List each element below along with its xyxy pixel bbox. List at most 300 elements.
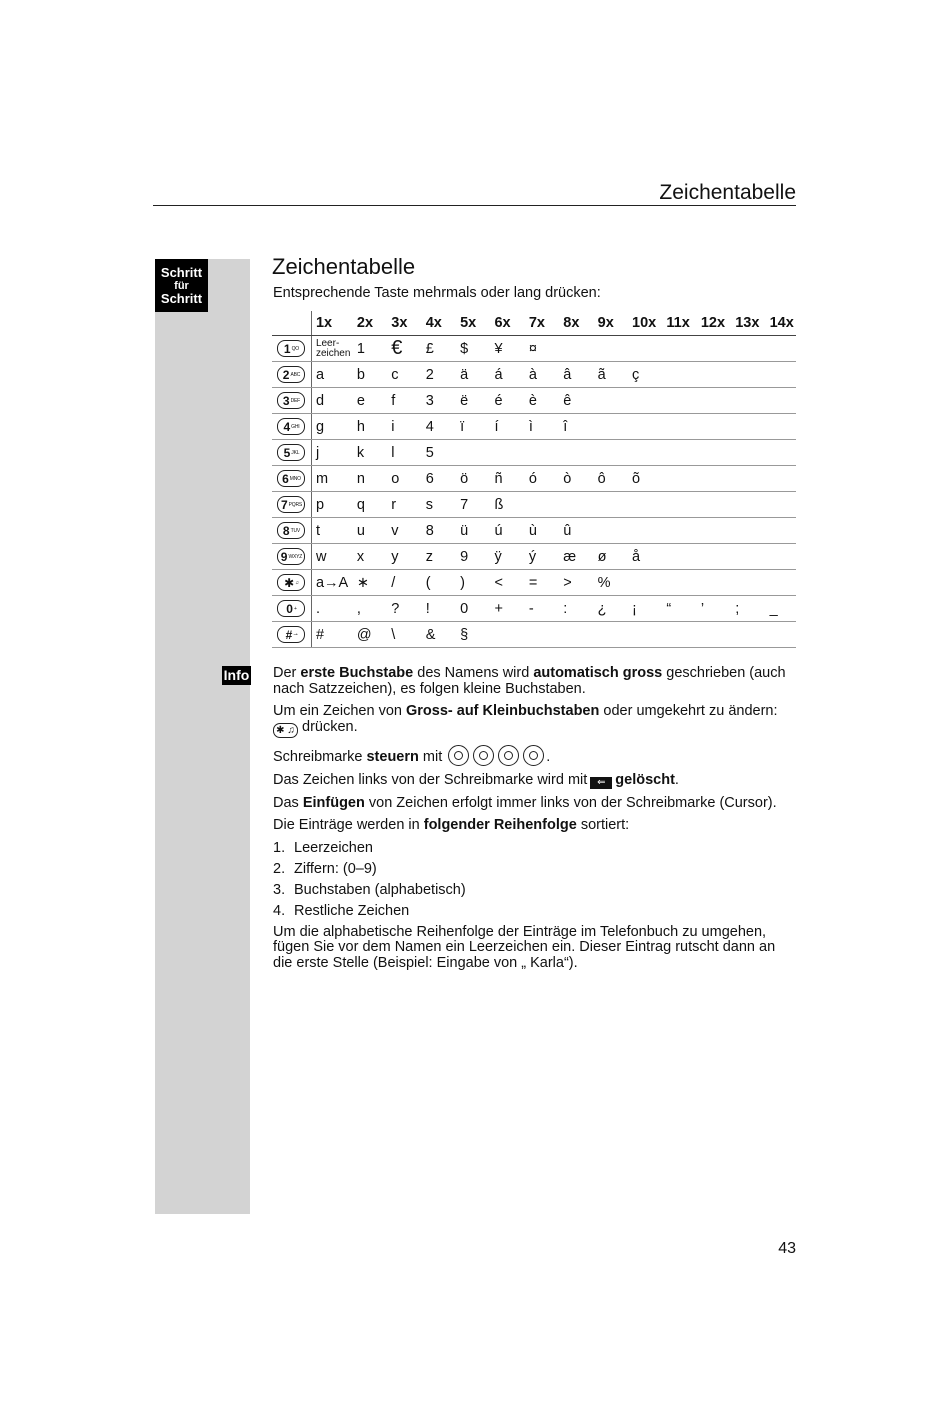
key-cell: [272, 570, 311, 596]
table-cell: ,: [353, 596, 387, 622]
key-cell: [272, 440, 311, 466]
table-cell: [697, 388, 731, 414]
table-cell: $: [456, 336, 490, 362]
key-6-mno-icon: [277, 470, 305, 487]
table-row: [272, 414, 796, 440]
table-cell: [731, 336, 765, 362]
list-item: [273, 904, 796, 919]
table-cell: u: [353, 518, 387, 544]
table-cell: ë: [456, 388, 490, 414]
column-header: 4x: [422, 311, 456, 336]
key-main-label: 3: [282, 393, 290, 408]
text: sortiert:: [576, 817, 630, 833]
table-cell: [628, 622, 662, 648]
key-main-label: 5: [283, 445, 291, 460]
table-cell: +: [490, 596, 524, 622]
table-cell: [662, 362, 696, 388]
table-cell: æ: [559, 544, 593, 570]
table-cell: [697, 362, 731, 388]
list-text: Ziffern: (0–9): [294, 860, 377, 877]
table-cell: [662, 518, 696, 544]
table-cell: [594, 388, 628, 414]
table-cell: [731, 492, 765, 518]
table-cell: [559, 440, 593, 466]
table-cell: [594, 518, 628, 544]
key-sub-label: ABC: [290, 371, 301, 378]
table-cell: j: [311, 440, 352, 466]
table-cell: ∗: [353, 570, 387, 596]
table-cell: [662, 544, 696, 570]
list-item: [273, 841, 796, 856]
delete-key-icon: ⇐: [590, 777, 612, 789]
table-cell: [594, 492, 628, 518]
table-cell: i: [387, 414, 421, 440]
table-cell: 3: [422, 388, 456, 414]
text: oder umgekehrt zu ändern:: [599, 703, 778, 719]
column-header: 6x: [490, 311, 524, 336]
table-cell: [628, 492, 662, 518]
table-cell: ñ: [490, 466, 524, 492]
table-row: [272, 570, 796, 596]
column-header: 14x: [766, 311, 796, 336]
table-cell: £: [422, 336, 456, 362]
key-sub-label: ♫: [295, 579, 299, 586]
sort-order-list: [273, 841, 796, 919]
table-cell: x: [353, 544, 387, 570]
badge-line1: Schritt: [160, 264, 203, 280]
table-cell: [697, 622, 731, 648]
table-cell: [490, 622, 524, 648]
text: .: [546, 748, 551, 765]
text: drücken.: [298, 718, 358, 735]
header-rule: [153, 205, 796, 206]
list-text: Restliche Zeichen: [294, 902, 410, 919]
table-cell: à: [525, 362, 559, 388]
table-cell: [662, 570, 696, 596]
key-cell: [272, 362, 311, 388]
table-cell: o: [387, 466, 421, 492]
table-row: [272, 518, 796, 544]
column-header: 5x: [456, 311, 490, 336]
text: des Namens wird: [413, 665, 534, 681]
column-header: 11x: [662, 311, 696, 336]
table-cell: [731, 518, 765, 544]
key-cell: [272, 414, 311, 440]
key-1-voicemail-icon: [277, 340, 305, 357]
section-title: Zeichentabelle: [272, 254, 416, 279]
table-cell: [628, 570, 662, 596]
table-cell: [766, 622, 796, 648]
key-main-label: 4: [283, 419, 291, 434]
page-number: 43: [778, 1240, 796, 1257]
table-cell: [490, 440, 524, 466]
table-cell: ç: [628, 362, 662, 388]
table-cell: r: [387, 492, 421, 518]
list-text: Leerzeichen: [294, 839, 373, 856]
column-header: 8x: [559, 311, 593, 336]
key-main-label: 7: [280, 497, 288, 512]
key-sub-label: GHI: [291, 423, 300, 430]
sidebar: [155, 259, 250, 1214]
emphasis: Einfügen: [302, 794, 365, 811]
table-cell: %: [594, 570, 628, 596]
list-number: 2.: [273, 860, 286, 877]
key-sub-label: JKL: [291, 449, 300, 456]
table-cell: [628, 440, 662, 466]
table-row: [272, 362, 796, 388]
column-header: 7x: [525, 311, 559, 336]
table-cell: 2: [422, 362, 456, 388]
table-cell: ø: [594, 544, 628, 570]
info-badge: Info: [223, 667, 250, 683]
table-cell: a→A: [311, 570, 352, 596]
table-cell: û: [559, 518, 593, 544]
nav-key-down-icon: [523, 745, 544, 766]
nav-key-right-icon: [473, 745, 494, 766]
table-cell: ä: [456, 362, 490, 388]
list-item: [273, 862, 796, 877]
table-cell: ;: [731, 596, 765, 622]
table-cell: [731, 440, 765, 466]
key-sub-label: TUV: [290, 527, 301, 534]
key-4-ghi-icon: [277, 418, 305, 435]
key-main-label: 0: [286, 601, 293, 616]
key-sub-label: MNO: [289, 475, 301, 482]
table-cell: [525, 622, 559, 648]
table-cell: [628, 388, 662, 414]
text: Das: [273, 794, 303, 811]
table-cell: l: [387, 440, 421, 466]
table-cell: [731, 362, 765, 388]
table-cell: m: [311, 466, 352, 492]
key-sub-label: DEF: [290, 397, 301, 404]
table-cell: [766, 414, 796, 440]
key-0-plus-icon: [277, 600, 305, 617]
table-cell: å: [628, 544, 662, 570]
table-cell: 1: [353, 336, 387, 362]
info-paragraph-1: [273, 666, 796, 697]
table-cell: [697, 440, 731, 466]
key-cell: [272, 388, 311, 414]
key-sub-label: PQRS: [288, 501, 302, 508]
table-cell: [594, 622, 628, 648]
table-cell: !: [422, 596, 456, 622]
table-cell: [731, 414, 765, 440]
table-cell: ò: [559, 466, 593, 492]
table-cell: [766, 570, 796, 596]
key-hash-icon: [277, 626, 305, 643]
table-cell: [662, 492, 696, 518]
key-main-label: #: [285, 627, 293, 642]
table-cell: ù: [525, 518, 559, 544]
table-cell: [766, 388, 796, 414]
table-cell: [697, 570, 731, 596]
running-title: Zeichentabelle: [659, 181, 796, 204]
table-row: [272, 596, 796, 622]
table-cell: [766, 466, 796, 492]
info-paragraph-6: [273, 818, 796, 834]
table-cell: e: [353, 388, 387, 414]
table-cell: “: [662, 596, 696, 622]
table-cell: <: [490, 570, 524, 596]
column-header: 2x: [353, 311, 387, 336]
table-cell: [731, 622, 765, 648]
table-cell: í: [490, 414, 524, 440]
star-key-icon: ✱ ♫: [273, 723, 298, 738]
key-cell: [272, 544, 311, 570]
table-cell: v: [387, 518, 421, 544]
table-cell: s: [422, 492, 456, 518]
table-cell: [697, 544, 731, 570]
text: Das Zeichen links von der Schreibmarke wird mit: [273, 771, 588, 788]
table-cell: h: [353, 414, 387, 440]
table-cell: [697, 414, 731, 440]
table-cell: @: [353, 622, 387, 648]
table-row: [272, 440, 796, 466]
key-cell: [272, 466, 311, 492]
table-cell: ¥: [490, 336, 524, 362]
text: von Zeichen erfolgt immer links von der Schreibmarke (Cursor).: [364, 794, 777, 811]
table-cell: &: [422, 622, 456, 648]
key-5-jkl-icon: [277, 444, 305, 461]
text: Schreibmarke: [273, 748, 367, 765]
table-cell: €: [387, 336, 421, 362]
info-section: [273, 666, 796, 978]
table-cell: Leer- zeichen: [311, 336, 352, 362]
text: Um ein Zeichen von: [273, 703, 406, 719]
table-cell: 6: [422, 466, 456, 492]
table-cell: [662, 622, 696, 648]
nav-key-up-icon: [498, 745, 519, 766]
key-9-wxyz-icon: [277, 548, 305, 565]
table-cell: î: [559, 414, 593, 440]
key-sub-label: WXYZ: [288, 553, 303, 560]
table-cell: [731, 570, 765, 596]
schritt-fuer-schritt-badge: [155, 259, 208, 312]
table-cell: [525, 492, 559, 518]
table-cell: w: [311, 544, 352, 570]
info-paragraph-7: Um die alphabetische Reihenfolge der Einträge im Telefonbuch zu umgehen, fügen Sie vor dem Namen ein Leerzeichen ein. Dieser Eintrag rutscht dann an die erste Stelle (Beispiel: Eingabe von „ Karla“).: [273, 923, 776, 971]
table-cell: [731, 544, 765, 570]
table-cell: [766, 440, 796, 466]
table-cell: b: [353, 362, 387, 388]
table-cell: é: [490, 388, 524, 414]
emphasis: folgender Reihenfolge: [423, 817, 577, 833]
table-cell: è: [525, 388, 559, 414]
column-header: 1x: [311, 311, 352, 336]
table-cell: ô: [594, 466, 628, 492]
emphasis: automatisch gross: [533, 665, 663, 681]
table-cell: g: [311, 414, 352, 440]
table-cell: [697, 518, 731, 544]
table-cell: [559, 336, 593, 362]
table-cell: [525, 440, 559, 466]
table-cell: _: [766, 596, 796, 622]
table-cell: 8: [422, 518, 456, 544]
table-cell: [628, 518, 662, 544]
table-cell: ü: [456, 518, 490, 544]
column-header: 13x: [731, 311, 765, 336]
table-cell: d: [311, 388, 352, 414]
table-cell: [662, 336, 696, 362]
emphasis: gelöscht: [615, 771, 675, 788]
column-header: 9x: [594, 311, 628, 336]
table-cell: k: [353, 440, 387, 466]
key-main-label: 6: [282, 471, 289, 486]
table-cell: ó: [525, 466, 559, 492]
text: .: [674, 771, 679, 788]
badge-line3: Schritt: [160, 290, 203, 306]
table-cell: ö: [456, 466, 490, 492]
badge-line2: für: [174, 279, 189, 292]
table-cell: =: [525, 570, 559, 596]
key-cell: [272, 518, 311, 544]
list-number: 3.: [273, 881, 286, 898]
key-7-pqrs-icon: [277, 496, 305, 513]
key-main-label: 2: [282, 367, 290, 382]
nav-key-left-icon: [448, 745, 469, 766]
table-cell: y: [387, 544, 421, 570]
table-cell: ï: [456, 414, 490, 440]
emphasis: Gross- auf Kleinbuchstaben: [405, 703, 600, 719]
key-sub-label: ⊸: [293, 631, 298, 638]
table-cell: -: [525, 596, 559, 622]
info-paragraph-2: [273, 704, 796, 738]
table-cell: [662, 466, 696, 492]
table-cell: §: [456, 622, 490, 648]
table-cell: ¡: [628, 596, 662, 622]
table-cell: f: [387, 388, 421, 414]
key-main-label: 1: [283, 341, 291, 356]
table-cell: t: [311, 518, 352, 544]
table-row: [272, 466, 796, 492]
table-cell: [456, 440, 490, 466]
table-row: [272, 544, 796, 570]
table-row: [272, 388, 796, 414]
table-cell: [766, 336, 796, 362]
key-star-icon: [277, 574, 305, 591]
table-cell: ): [456, 570, 490, 596]
table-cell: [766, 362, 796, 388]
table-cell: [697, 466, 731, 492]
table-cell: 0: [456, 596, 490, 622]
table-cell: ?: [387, 596, 421, 622]
info-paragraph-4: [273, 773, 796, 789]
table-cell: z: [422, 544, 456, 570]
table-cell: /: [387, 570, 421, 596]
table-cell: [594, 440, 628, 466]
text: geschrieben (auch nach Satzzeichen), es folgen kleine Buchstaben.: [273, 665, 786, 697]
table-cell: [662, 414, 696, 440]
key-cell: [272, 622, 311, 648]
table-cell: [766, 518, 796, 544]
key-cell: [272, 336, 311, 362]
table-cell: ß: [490, 492, 524, 518]
table-row: [272, 622, 796, 648]
table-cell: a: [311, 362, 352, 388]
key-cell: [272, 492, 311, 518]
table-cell: [697, 492, 731, 518]
table-cell: ’: [697, 596, 731, 622]
list-number: 1.: [273, 839, 286, 856]
key-cell: [272, 596, 311, 622]
table-cell: õ: [628, 466, 662, 492]
key-sub-label: +: [293, 605, 297, 612]
table-cell: [628, 336, 662, 362]
table-cell: [662, 440, 696, 466]
table-cell: .: [311, 596, 352, 622]
table-cell: ¤: [525, 336, 559, 362]
table-cell: ¿: [594, 596, 628, 622]
table-cell: q: [353, 492, 387, 518]
table-cell: 9: [456, 544, 490, 570]
list-item: [273, 883, 796, 898]
section-subtitle: Entsprechende Taste mehrmals oder lang drücken:: [273, 285, 601, 301]
table-cell: [766, 544, 796, 570]
header-key-cell: [272, 311, 311, 336]
key-3-def-icon: [277, 392, 305, 409]
key-main-label: 9: [280, 549, 288, 564]
table-cell: ì: [525, 414, 559, 440]
table-cell: [594, 414, 628, 440]
key-main-label: ✱: [284, 575, 295, 590]
column-header: 12x: [697, 311, 731, 336]
column-header: 3x: [387, 311, 421, 336]
table-row: [272, 492, 796, 518]
column-header: 10x: [628, 311, 662, 336]
table-cell: [628, 414, 662, 440]
table-cell: [594, 336, 628, 362]
list-number: 4.: [273, 902, 286, 919]
table-cell: [559, 622, 593, 648]
table-cell: #: [311, 622, 352, 648]
table-row: [272, 336, 796, 362]
info-paragraph-5: [273, 796, 796, 812]
key-8-tuv-icon: [277, 522, 305, 539]
table-cell: á: [490, 362, 524, 388]
table-cell: >: [559, 570, 593, 596]
table-cell: n: [353, 466, 387, 492]
table-cell: [731, 388, 765, 414]
table-cell: [697, 336, 731, 362]
table-cell: [731, 466, 765, 492]
text: mit: [418, 748, 443, 765]
table-cell: [766, 492, 796, 518]
table-cell: ÿ: [490, 544, 524, 570]
table-cell: ú: [490, 518, 524, 544]
character-table: [272, 311, 796, 648]
table-cell: 5: [422, 440, 456, 466]
table-cell: ê: [559, 388, 593, 414]
text: Der: [273, 665, 301, 681]
emphasis: erste Buchstabe: [300, 665, 414, 681]
table-cell: â: [559, 362, 593, 388]
table-cell: (: [422, 570, 456, 596]
list-text: Buchstaben (alphabetisch): [294, 881, 466, 898]
table-cell: 7: [456, 492, 490, 518]
table-cell: c: [387, 362, 421, 388]
emphasis: steuern: [366, 748, 419, 765]
table-cell: ý: [525, 544, 559, 570]
table-header-row: [272, 311, 796, 336]
table-cell: 4: [422, 414, 456, 440]
text: Die Einträge werden in: [273, 817, 424, 833]
table-cell: \: [387, 622, 421, 648]
info-paragraph-3: [273, 745, 796, 766]
table-cell: [559, 492, 593, 518]
table-cell: [662, 388, 696, 414]
table-cell: ã: [594, 362, 628, 388]
